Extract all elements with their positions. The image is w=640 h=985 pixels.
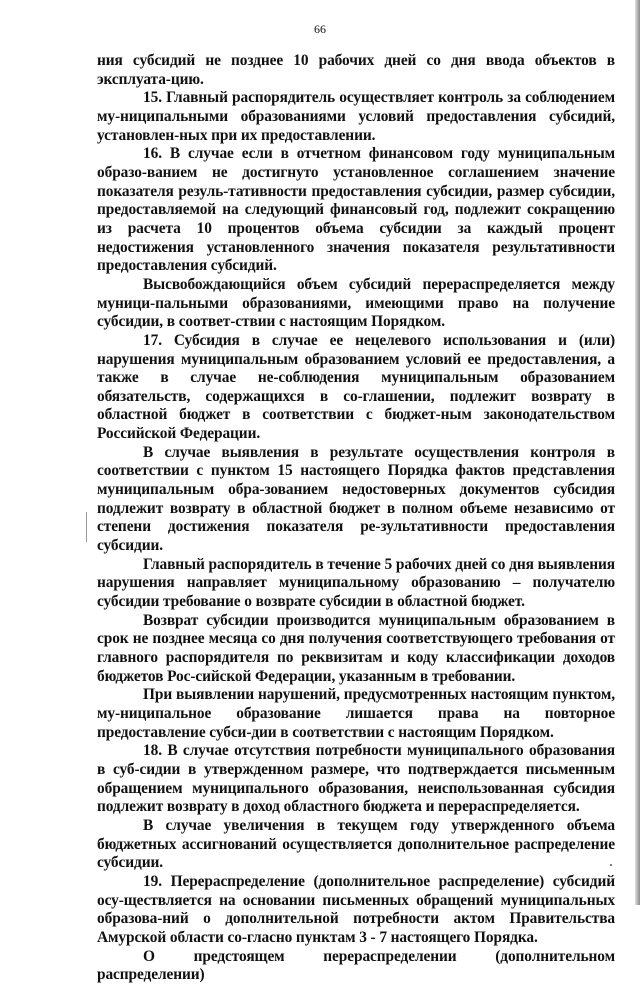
scan-speck: [610, 864, 612, 866]
paragraph-17-return: Возврат субсидии производится муниципальным образованием в срок не позднее месяца со дня получения соответствующего требования от главного распорядителя по реквизитам и коду классификации доходов бюджетов Рос-сийской Федерации, указанным в требовании.: [97, 611, 615, 685]
paragraph-17-deprivation: При выявлении нарушений, предусмотренных настоящим пунктом, му-ниципальное образование лишается права на повторное предоставление субси-дии в соответствии с настоящим Порядком.: [97, 686, 615, 741]
page-number: 66: [314, 22, 326, 36]
paragraph-19-notice: О предстоящем перераспределении (дополнительном распределении): [97, 947, 615, 984]
scan-edge-shadow: [635, 0, 640, 905]
paragraph-18-increase: В случае увеличения в текущем году утвержденного объема бюджетных ассигнований осуществляется дополнительное распределение субсидии.: [97, 816, 615, 872]
paragraph-18: 18. В случае отсутствия потребности муниципального образования в суб-сидии в утвержденном размере, что подтверждается письменным обращением муниципального образования, неиспользованная субсидия подлежит возврату в доход областного бюджета и перераспределяется.: [97, 742, 615, 816]
paragraph-15: 15. Главный распорядитель осуществляет контроль за соблюдением му-ниципальными образованиями условий предоставления субсидий, установлен-ных при их предоставлении.: [97, 89, 615, 144]
paragraph-17-control: В случае выявления в результате осуществления контроля в соответствии с пунктом 15 настоящего Порядка фактов представления муниципальным обра-зованием недостоверных документов субсидия подлежит возврату в областной бюджет в полном объеме независимо от степени достижения показателя ре-зультативности предоставления субсидии.: [97, 443, 615, 555]
paragraph-17-demand: Главный распорядитель в течение 5 рабочих дней со дня выявления нарушения направляет муниципальному образованию – получателю субсидии требование о возврате субсидии в областной бюджет.: [97, 555, 615, 611]
paragraph-17: 17. Субсидия в случае ее нецелевого использования и (или) нарушения муниципальным образованием условий ее предоставления, а также в случае не-соблюдения муниципальным образованием обязательств, содержащихся в со-глашении, подлежит возврату в областной бюджет в соответствии с бюджет-ным законодательством Российской Федерации.: [97, 331, 615, 443]
paragraph-16-redistribution: Высвобождающийся объем субсидий перераспределяется между муници-пальными образованиями, имеющими право на получение субсидии, в соответ-ствии с настоящим Порядком.: [97, 275, 615, 331]
paragraph-19: 19. Перераспределение (дополнительное распределение) субсидий осу-ществляется на основании письменных обращений муниципальных образова-ний о дополнительной потребности актом Правительства Амурской области со-гласно пунктам 3 - 7 настоящего Порядка.: [97, 872, 615, 946]
document-body: [97, 52, 615, 985]
margin-mark: [86, 512, 87, 542]
paragraph-continuation: ния субсидий не позднее 10 рабочих дней со дня ввода объектов в эксплуата-цию.: [97, 52, 615, 88]
paragraph-16: 16. В случае если в отчетном финансовом году муниципальным образо-ванием не достигнуто установленное соглашением значение показателя резуль-тативности предоставления субсидии, размер субсидии, предоставляемой на следующий финансовый год, подлежит сокращению из расчета 10 процентов объема субсидии за каждый процент недостижения установленного значения показателя результативности предоставления субсидий.: [97, 145, 615, 275]
